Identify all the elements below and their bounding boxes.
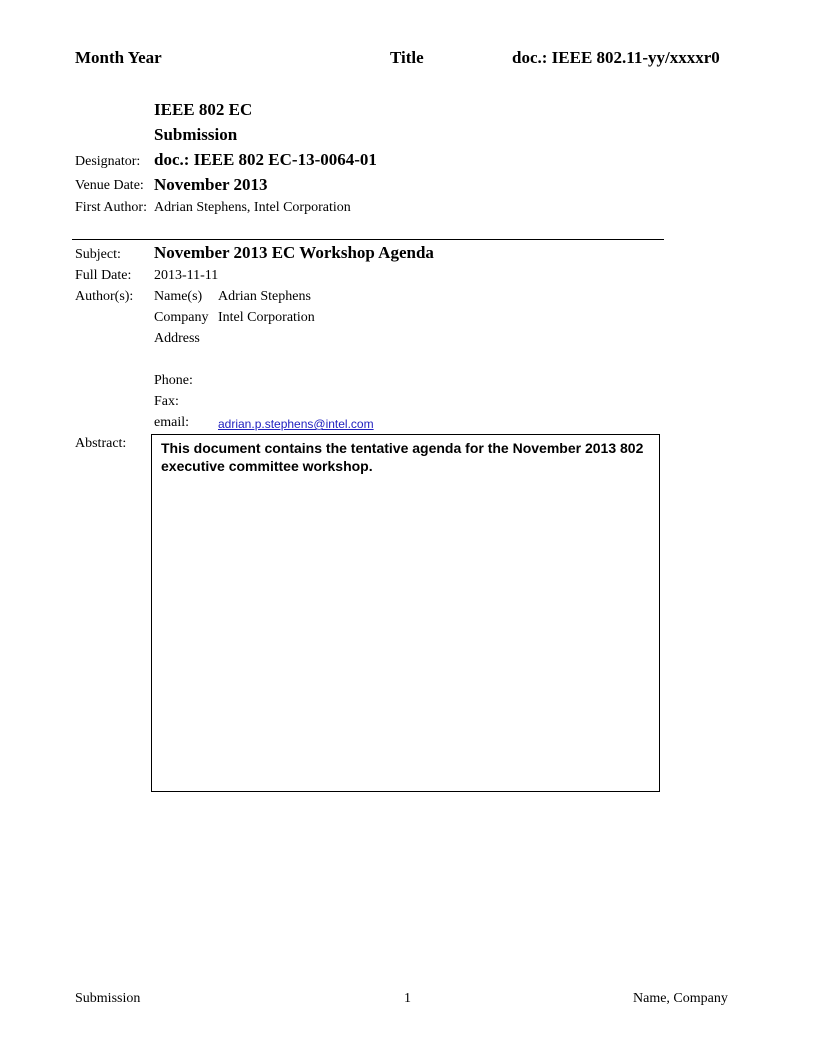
- full-date-value: 2013-11-11: [154, 268, 219, 283]
- designator-value: doc.: IEEE 802 EC-13-0064-01: [154, 150, 377, 169]
- first-author-value: Adrian Stephens, Intel Corporation: [154, 200, 351, 215]
- email-label: email:: [154, 415, 189, 430]
- separator-rule: [72, 239, 664, 240]
- names-label: Name(s): [154, 289, 203, 304]
- org-line-1: IEEE 802 EC: [154, 100, 253, 119]
- header-title: Title: [390, 48, 424, 67]
- venue-date-value: November 2013: [154, 175, 268, 194]
- abstract-label: Abstract:: [75, 436, 127, 451]
- first-author-label: First Author:: [75, 200, 147, 215]
- names-value: Adrian Stephens: [218, 289, 311, 304]
- fax-label: Fax:: [154, 394, 179, 409]
- venue-date-label: Venue Date:: [75, 178, 144, 193]
- footer-submission: Submission: [75, 991, 141, 1006]
- abstract-box: [151, 434, 660, 792]
- address-label: Address: [154, 331, 200, 346]
- company-value: Intel Corporation: [218, 310, 315, 325]
- abstract-text: This document contains the tentative agenda for the November 2013 802 executive committee workshop.: [161, 440, 644, 474]
- footer-page-number: 1: [404, 991, 411, 1006]
- authors-label: Author(s):: [75, 289, 134, 304]
- subject-value: November 2013 EC Workshop Agenda: [154, 243, 434, 262]
- company-label: Company: [154, 310, 209, 325]
- header-doc-number: doc.: IEEE 802.11-yy/xxxxr0: [512, 48, 720, 67]
- phone-label: Phone:: [154, 373, 193, 388]
- designator-label: Designator:: [75, 154, 141, 169]
- full-date-label: Full Date:: [75, 268, 132, 283]
- subject-label: Subject:: [75, 247, 121, 262]
- org-line-2: Submission: [154, 125, 238, 144]
- footer-name-company: Name, Company: [633, 991, 728, 1006]
- header-month-year: Month Year: [75, 48, 162, 67]
- email-link[interactable]: adrian.p.stephens@intel.com: [218, 417, 374, 431]
